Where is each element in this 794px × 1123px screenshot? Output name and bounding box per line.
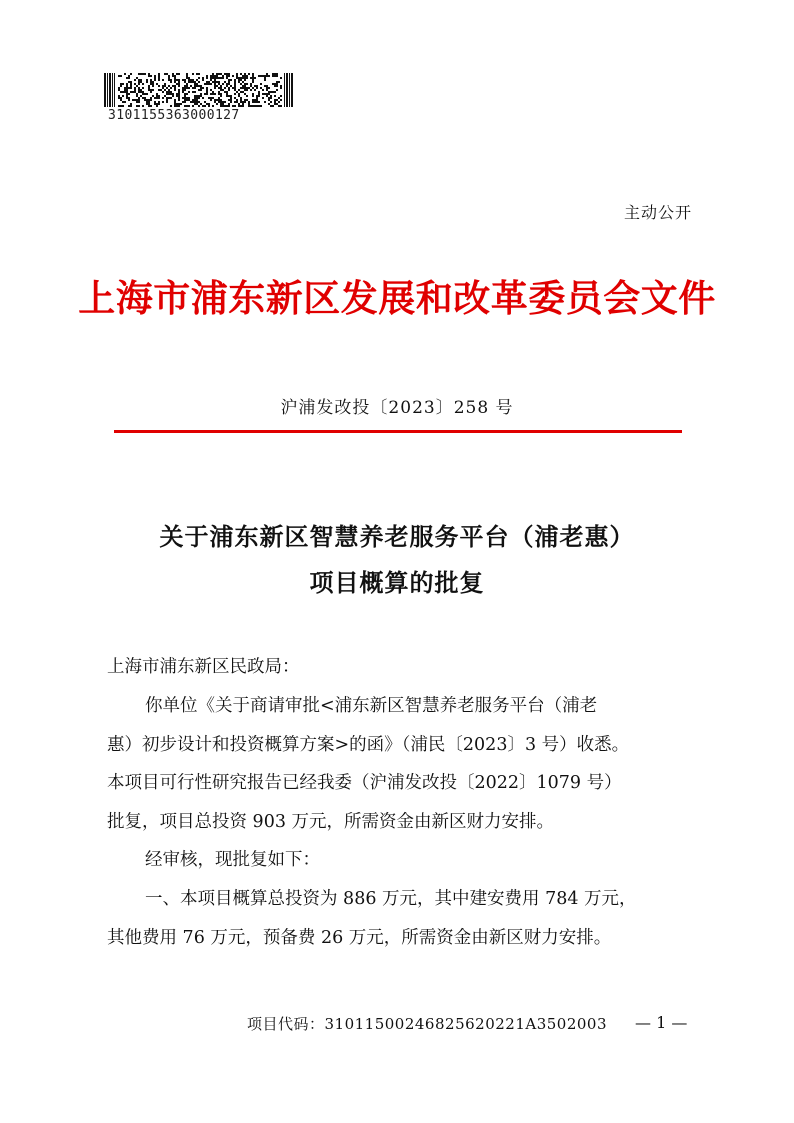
project-code: 项目代码：31011500246825620221A3502003 xyxy=(247,1015,608,1033)
body-line: 其他费用 76 万元，预备费 26 万元，所需资金由新区财力安排。 xyxy=(107,927,612,948)
disclosure-label: 主动公开 xyxy=(623,203,692,222)
page-number: — 1 — xyxy=(635,1013,688,1032)
body-line: 经审核，现批复如下： xyxy=(145,850,320,870)
body-line: 惠）初步设计和投资概算方案>的函》（浦民〔2023〕3 号）收悉。 xyxy=(107,734,630,755)
body-line: 你单位《关于商请审批<浦东新区智慧养老服务平台（浦老 xyxy=(145,696,598,716)
body-paragraph-1 xyxy=(107,687,691,841)
body-line: 一、本项目概算总投资为 886 万元，其中建安费用 784 万元， xyxy=(145,889,637,909)
document-number: 沪浦发改投〔2023〕258 号 xyxy=(280,398,514,418)
document-barcode xyxy=(104,73,294,107)
body-line: 本项目可行性研究报告已经我委（沪浦发改投〔2022〕1079 号） xyxy=(107,773,622,793)
body-paragraph-2 xyxy=(107,841,691,880)
document-title-line-2: 项目概算的批复 xyxy=(309,568,485,597)
body-line: 批复，项目总投资 903 万元，所需资金由新区财力安排。 xyxy=(107,811,555,832)
red-divider xyxy=(114,430,682,433)
issuer-heading: 上海市浦东新区发展和改革委员会文件 xyxy=(78,276,716,320)
salutation: 上海市浦东新区民政局： xyxy=(107,657,300,677)
barcode-number: 3101155363000127 xyxy=(108,108,240,123)
document-title-line-1: 关于浦东新区智慧养老服务平台（浦老惠） xyxy=(159,522,635,551)
body-paragraph-3 xyxy=(107,880,691,957)
